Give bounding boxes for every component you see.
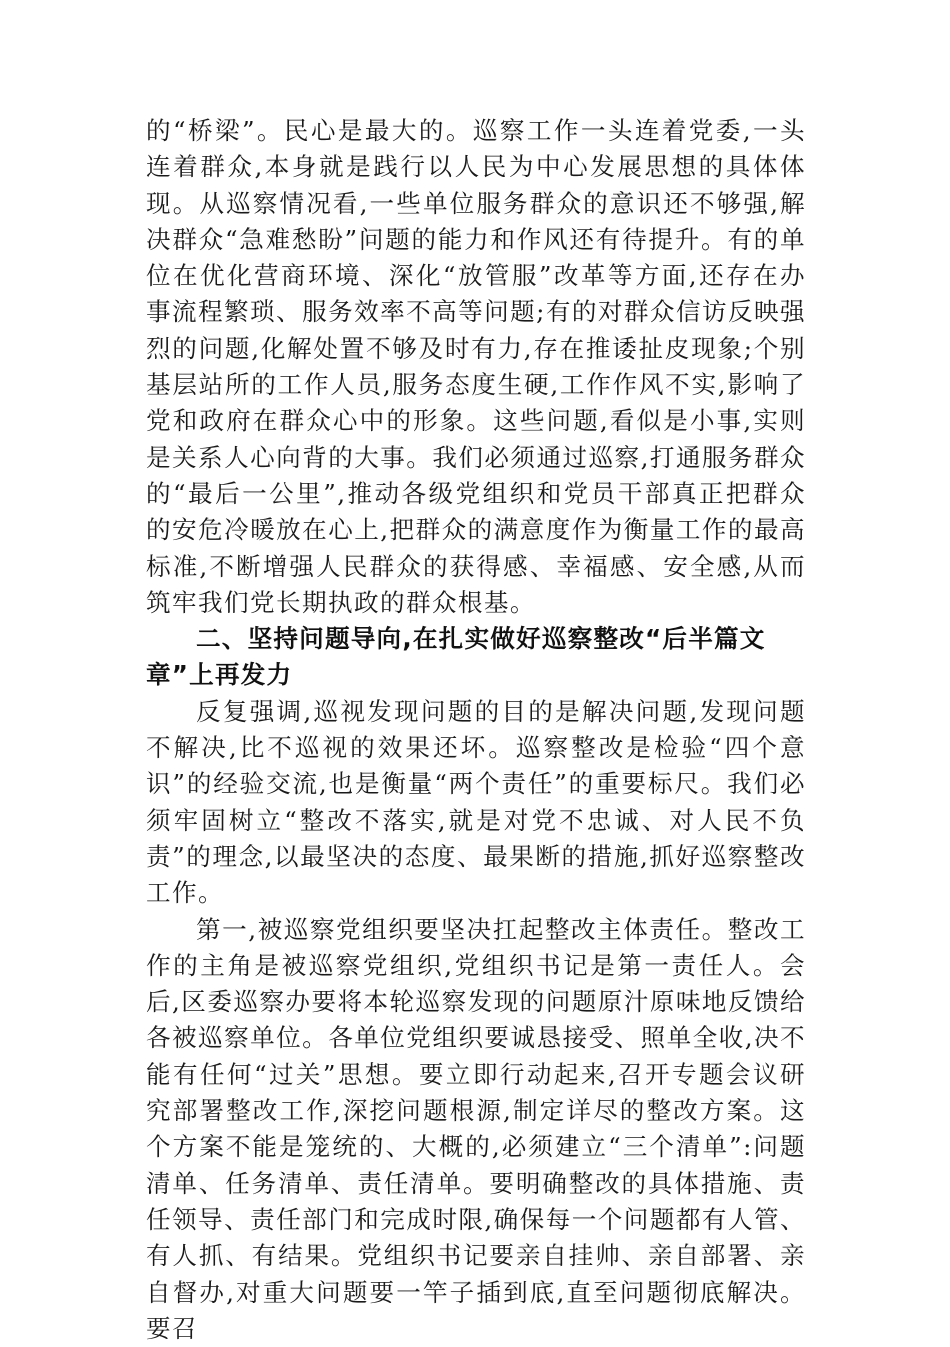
- body-paragraph: 反复强调,巡视发现问题的目的是解决问题,发现问题不解决,比不巡视的效果还坏。巡察整改是检验“四个意识”的经验交流,也是衡量“两个责任”的重要标尺。我们必须牢固树立“整改不落实,就是对党不忠诚、对人民不负责”的理念,以最坚决的态度、最果断的措施,抓好巡察整改工作。: [146, 696, 806, 908]
- body-paragraph: 第一,被巡察党组织要坚决扛起整改主体责任。整改工作的主角是被巡察党组织,党组织书记是第一责任人。会后,区委巡察办要将本轮巡察发现的问题原汁原味地反馈给各被巡察单位。各单位党组织要诚恳接受、照单全收,决不能有任何“过关”思想。要立即行动起来,召开专题会议研究部署整改工作,深挖问题根源,制定详尽的整改方案。这个方案不能是笼统的、大概的,必须建立“三个清单”:问题清单、任务清单、责任清单。要明确整改的具体措施、责任领导、责任部门和完成时限,确保每一个问题都有人管、有人抓、有结果。党组织书记要亲自挂帅、亲自部署、亲自督办,对重大问题要一竿子插到底,直至问题彻底解决。要召: [146, 914, 806, 1343]
- document-page: [146, 113, 806, 1347]
- body-paragraph: 的“桥梁”。民心是最大的。巡察工作一头连着党委,一头连着群众,本身就是践行以人民为中心发展思想的具体体现。从巡察情况看,一些单位服务群众的意识还不够强,解决群众“急难愁盼”问题的能力和作风还有待提升。有的单位在优化营商环境、深化“放管服”改革等方面,还存在办事流程繁琐、服务效率不高等问题;有的对群众信访反映强烈的问题,化解处置不够及时有力,存在推诿扯皮现象;个别基层站所的工作人员,服务态度生硬,工作作风不实,影响了党和政府在群众心中的形象。这些问题,看似是小事,实则是关系人心向背的大事。我们必须通过巡察,打通服务群众的“最后一公里”,推动各级党组织和党员干部真正把群众的安危冷暖放在心上,把群众的满意度作为衡量工作的最高标准,不断增强人民群众的获得感、幸福感、安全感,从而筑牢我们党长期执政的群众根基。: [146, 116, 806, 617]
- section-heading: 二、坚持问题导向,在扎实做好巡察整改“后半篇文章”上再发力: [146, 624, 766, 690]
